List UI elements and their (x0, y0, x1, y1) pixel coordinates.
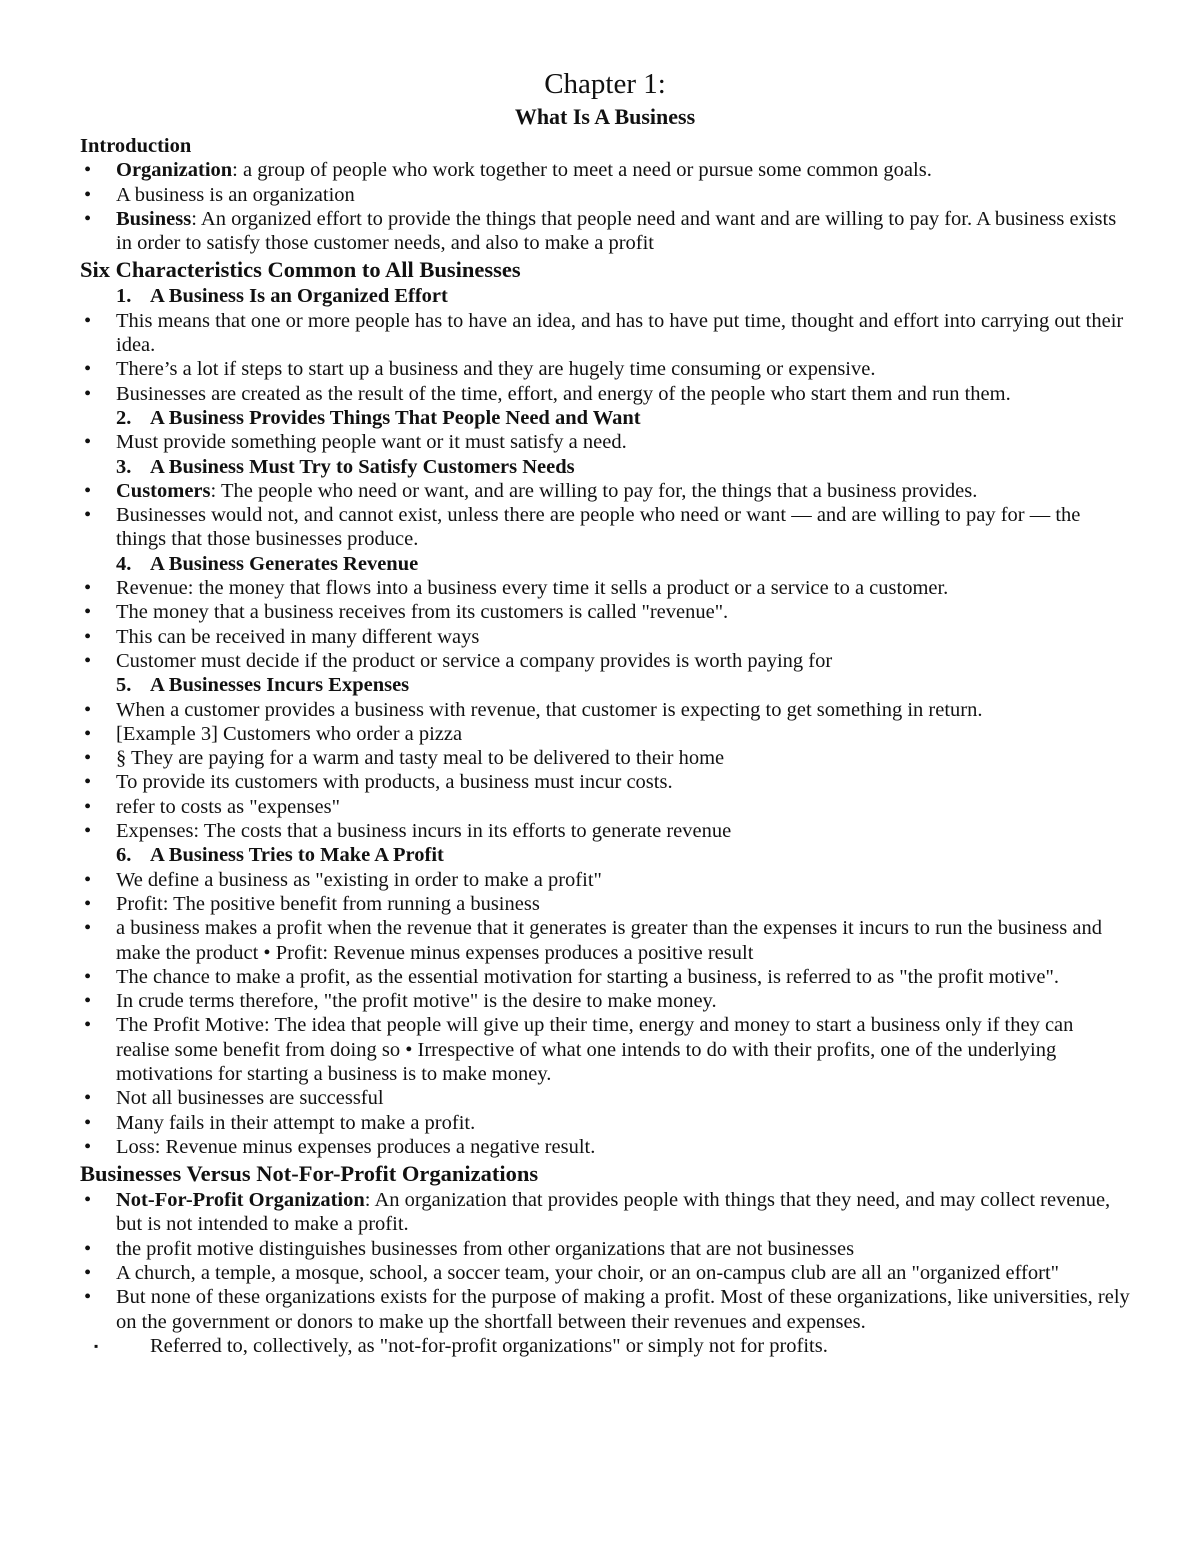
list-item: • The chance to make a profit, as the essential motivation for starting a business, is referred to as "the profit motive". (80, 965, 1130, 989)
introduction-heading: Introduction (80, 135, 192, 157)
section-heading: 2. A Business Provides Things That People Need and Want (116, 406, 641, 429)
list-item: • Must provide something people want or it must satisfy a need. (80, 430, 1130, 454)
term: Not-For-Profit Organization (116, 1189, 365, 1212)
list-item: • Expenses: The costs that a business incurs in its efforts to generate revenue (80, 819, 1130, 843)
list-item: • There’s a lot if steps to start up a business and they are hugely time consuming or expensive. (80, 357, 1130, 381)
chapter-title: Chapter 1: (544, 68, 666, 100)
document-page (80, 66, 1130, 1358)
section-list (80, 309, 1130, 406)
section-heading: 1. A Business Is an Organized Effort (116, 285, 448, 308)
list-item: • Organization: a group of people who work together to meet a need or pursue some common goals. (80, 158, 1130, 182)
list-item: • This means that one or more people has to have an idea, and has to have put time, thought and effort into carrying out their idea. (80, 309, 1130, 358)
section-list (80, 479, 1130, 552)
section-heading: 5. A Businesses Incurs Expenses (116, 674, 410, 697)
section-heading: 6. A Business Tries to Make A Profit (116, 844, 444, 867)
list-item: • Businesses would not, and cannot exist, unless there are people who need or want — and are willing to pay for — the things that those businesses produce. (80, 503, 1130, 552)
section-heading: 3. A Business Must Try to Satisfy Customers Needs (116, 455, 575, 478)
term: Organization (116, 159, 233, 182)
list-item: • To provide its customers with products, a business must incur costs. (80, 770, 1130, 794)
section-list (80, 698, 1130, 844)
list-item: • Revenue: the money that flows into a business every time it sells a product or a service to a customer. (80, 576, 1130, 600)
list-item: • the profit motive distinguishes businesses from other organizations that are not businesses (80, 1237, 1130, 1261)
list-item: • Not-For-Profit Organization: An organization that provides people with things that they need, and may collect revenue, but is not intended to make a profit. (80, 1188, 1130, 1237)
list-item: • The Profit Motive: The idea that people will give up their time, energy and money to start a business only if they can realise some benefit from doing so • Irrespective of what one intends to do with their profits, one of the underlying motivations for starting a business is to make money. (80, 1013, 1130, 1086)
list-item: • We define a business as "existing in order to make a profit" (80, 868, 1130, 892)
list-item: • When a customer provides a business with revenue, that customer is expecting to get something in return. (80, 698, 1130, 722)
list-item: • Customers: The people who need or want, and are willing to pay for, the things that a business provides. (80, 479, 1130, 503)
not-for-profit-list (80, 1188, 1130, 1358)
section-list (80, 576, 1130, 673)
list-item: • Profit: The positive benefit from running a business (80, 892, 1130, 916)
term: Customers (116, 479, 211, 502)
term: Business (116, 207, 192, 230)
not-for-profit-heading: Businesses Versus Not-For-Profit Organizations (80, 1161, 539, 1187)
list-item: • Many fails in their attempt to make a profit. (80, 1111, 1130, 1135)
list-item: • A business is an organization (80, 183, 1130, 207)
section-heading: 4. A Business Generates Revenue (116, 552, 419, 575)
list-item: • § They are paying for a warm and tasty meal to be delivered to their home (80, 746, 1130, 770)
sub-list-item: ▪ Referred to, collectively, as "not-for-profit organizations" or simply not for profits. (80, 1334, 1130, 1358)
list-item: • refer to costs as "expenses" (80, 795, 1130, 819)
list-item: • Not all businesses are successful (80, 1086, 1130, 1110)
list-item: • The money that a business receives from its customers is called "revenue". (80, 600, 1130, 624)
list-item: • Businesses are created as the result of the time, effort, and energy of the people who start them and run them. (80, 382, 1130, 406)
list-item: • This can be received in many different ways (80, 625, 1130, 649)
list-item: • Business: An organized effort to provide the things that people need and want and are willing to pay for. A business exists in order to satisfy those customer needs, and also to make a profit (80, 207, 1130, 256)
introduction-list (80, 158, 1130, 255)
list-item: • Customer must decide if the product or service a company provides is worth paying for (80, 649, 1130, 673)
six-characteristics-heading: Six Characteristics Common to All Businesses (80, 257, 521, 283)
list-item: • A church, a temple, a mosque, school, a soccer team, your choir, or an on-campus club are all an "organized effort" (80, 1261, 1130, 1285)
list-item: • a business makes a profit when the revenue that it generates is greater than the expenses it incurs to run the business and make the product • Profit: Revenue minus expenses produces a positive result (80, 916, 1130, 965)
list-item: • [Example 3] Customers who order a pizza (80, 722, 1130, 746)
list-item: • Loss: Revenue minus expenses produces a negative result. (80, 1135, 1130, 1159)
list-item: • But none of these organizations exists for the purpose of making a profit. Most of these organizations, like universities, rely on the government or donors to make up the shortfall between their revenues and expenses. (80, 1285, 1130, 1334)
chapter-subtitle: What Is A Business (514, 104, 696, 129)
section-list (80, 868, 1130, 1160)
list-item: • In crude terms therefore, "the profit motive" is the desire to make money. (80, 989, 1130, 1013)
section-list (80, 430, 1130, 454)
